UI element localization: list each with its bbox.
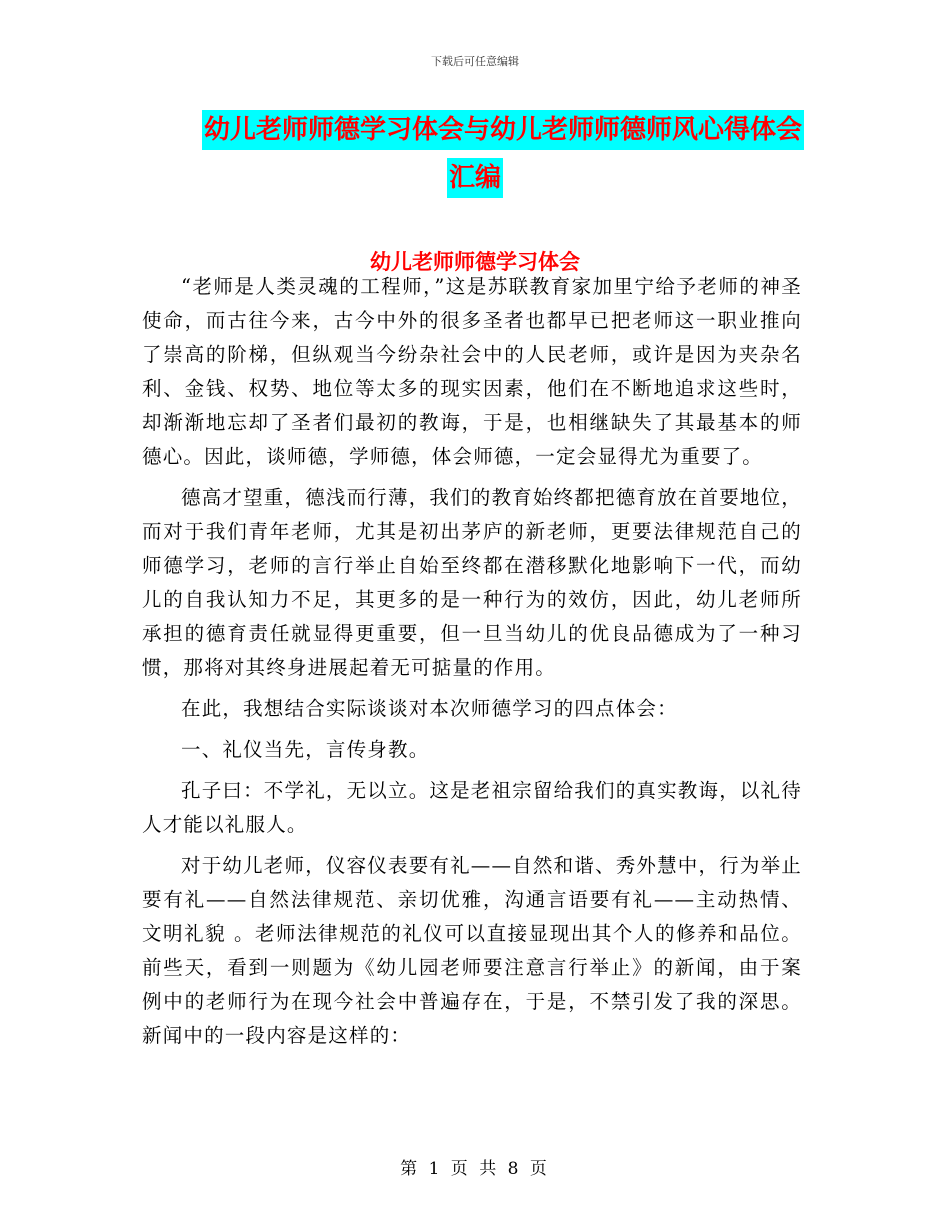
- page-footer: 第 1 页 共 8 页: [400, 1159, 550, 1179]
- paragraph: 孔子曰：不学礼，无以立。这是老祖宗留给我们的真实教诲，以礼待人才能以礼服人。: [142, 779, 803, 836]
- page-header: 下载后可任意编辑: [431, 55, 519, 68]
- title-line-1: 幼儿老师师德学习体会与幼儿老师师德师风心得体会: [202, 110, 804, 150]
- section-title: 幼儿老师师德学习体会: [370, 250, 580, 274]
- title-line-2: 汇编: [447, 158, 503, 198]
- paragraph: “老师是人类灵魂的工程师，”这是苏联教育家加里宁给予老师的神圣使命，而古往今来，古今中外的很多圣者也都早已把老师这一职业推向了崇高的阶梯，但纵观当今纷杂社会中的人民老师，或许是因为夹杂名利、金钱、权势、地位等太多的现实因素，他们在不断地追求这些时，却渐渐地忘却了圣者们最初的教诲，于是，也相继缺失了其最基本的师德心。因此，谈师德，学师德，体会师德，一定会显得尤为重要了。: [142, 275, 802, 468]
- body-text: [142, 270, 802, 1060]
- paragraph: 对于幼儿老师，仪容仪表要有礼——自然和谐、秀外慧中，行为举止要有礼——自然法律规范、亲切优雅，沟通言语要有礼——主动热情、文明礼貌 。老师法律规范的礼仪可以直接显现出其个人的修养和品位。前些天，看到一则题为《幼儿园老师要注意言行举止》的新闻，由于案例中的老师行为在现今社会中普遍存在，于是，不禁引发了我的深思。新闻中的一段内容是这样的：: [142, 854, 803, 1047]
- document-title: [0, 110, 950, 198]
- paragraph: 在此，我想结合实际谈谈对本次师德学习的四点体会：: [181, 697, 678, 720]
- paragraph: 德高才望重，德浅而行薄，我们的教育始终都把德育放在首要地位，而对于我们青年老师，尤其是初出茅庐的新老师，更要法律规范自己的师德学习，老师的言行举止自始至终都在潜移默化地影响下一代，而幼儿的自我认知力不足，其更多的是一种行为的效仿，因此，幼儿老师所承担的德育责任就显得更重要，但一旦当幼儿的优良品德成为了一种习惯，那将对其终身进展起着无可掂量的作用。: [142, 486, 803, 679]
- paragraph: 一、礼仪当先，言传身教。: [181, 738, 430, 761]
